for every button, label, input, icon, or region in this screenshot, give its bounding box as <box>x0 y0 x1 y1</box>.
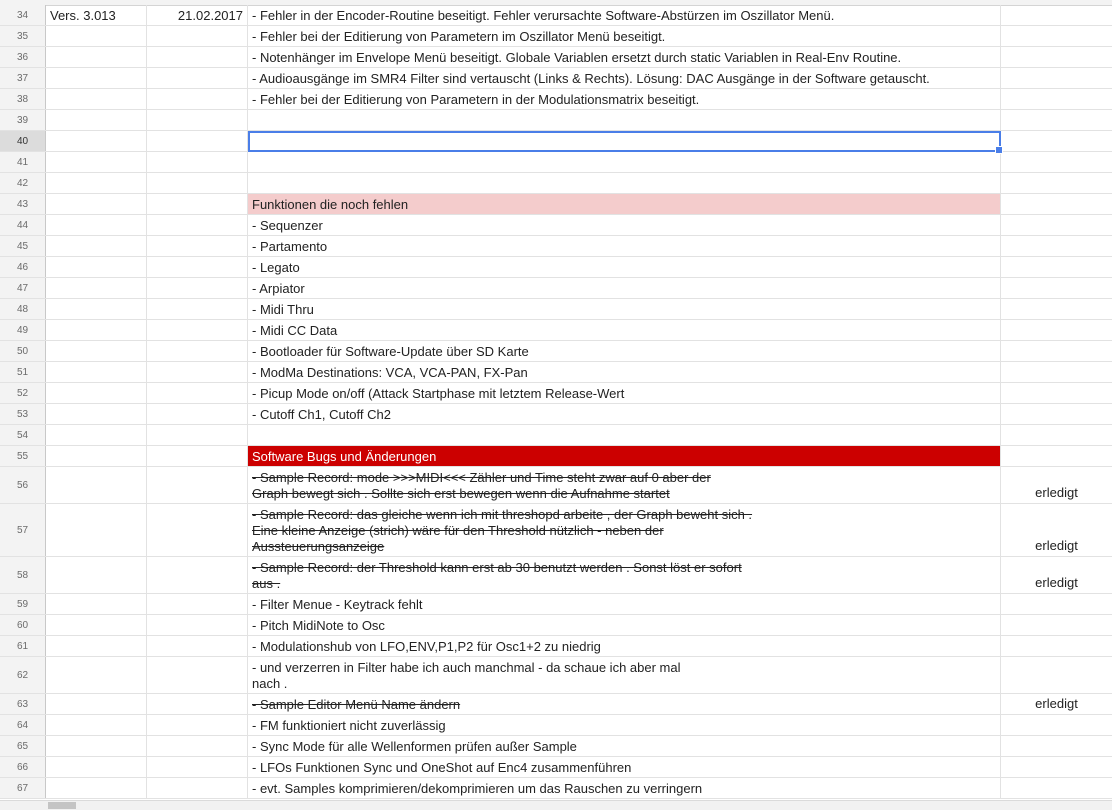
description-cell[interactable] <box>248 299 1001 319</box>
description-line: - Audioausgänge im SMR4 Filter sind vertauscht (Links & Rechts). Lösung: DAC Ausgänge in der Software getauscht. <box>252 71 930 86</box>
description-cell[interactable] <box>248 110 1001 130</box>
description-cell[interactable] <box>248 425 1001 445</box>
version-cell[interactable] <box>46 89 147 109</box>
row-number[interactable]: 64 <box>0 715 46 735</box>
status-cell[interactable] <box>1001 299 1112 319</box>
description-cell[interactable] <box>248 557 1001 593</box>
description-cell[interactable] <box>248 467 1001 503</box>
row-number[interactable]: 49 <box>0 320 46 340</box>
date-cell[interactable]: 21.02.2017 <box>147 5 248 25</box>
description-cell[interactable] <box>248 757 1001 777</box>
status-cell[interactable] <box>1001 594 1112 614</box>
row-number[interactable]: 45 <box>0 236 46 256</box>
date-cell[interactable] <box>147 89 248 109</box>
description-cell[interactable] <box>248 320 1001 340</box>
table-row <box>0 657 1112 694</box>
description-line: - Midi Thru <box>252 302 314 317</box>
row-number[interactable]: 56 <box>0 467 46 503</box>
status-cell[interactable] <box>1001 152 1112 172</box>
description-cell[interactable] <box>248 715 1001 735</box>
description-line: - ModMa Destinations: VCA, VCA-PAN, FX-Pan <box>252 365 528 380</box>
description-line: - Picup Mode on/off (Attack Startphase mit letztem Release-Wert <box>252 386 625 401</box>
version-cell[interactable] <box>46 467 147 503</box>
date-cell[interactable] <box>147 736 248 756</box>
description-line: Graph bewegt sich . Sollte sich erst bewegen wenn die Aufnahme startet <box>252 486 670 501</box>
status-label: erledigt <box>1035 538 1078 553</box>
row-number[interactable]: 55 <box>0 446 46 466</box>
status-cell[interactable] <box>1001 215 1112 235</box>
description-line: Software Bugs und Änderungen <box>252 449 437 464</box>
description-line: Eine kleine Anzeige (strich) wäre für den Threshold nützlich - neben der <box>252 523 664 538</box>
version-cell[interactable] <box>46 194 147 214</box>
status-cell[interactable] <box>1001 26 1112 46</box>
date-cell[interactable] <box>147 194 248 214</box>
date-cell[interactable] <box>147 173 248 193</box>
version-cell[interactable] <box>46 715 147 735</box>
version-cell[interactable] <box>46 131 147 151</box>
date-cell[interactable] <box>147 362 248 382</box>
table-row <box>0 110 1112 131</box>
description-line: - FM funktioniert nicht zuverlässig <box>252 718 446 733</box>
version-cell[interactable] <box>46 757 147 777</box>
table-row <box>0 194 1112 215</box>
table-row <box>0 446 1112 467</box>
description-cell[interactable] <box>248 173 1001 193</box>
date-cell[interactable] <box>147 341 248 361</box>
date-cell[interactable] <box>147 278 248 298</box>
table-row <box>0 736 1112 757</box>
description-cell[interactable] <box>248 636 1001 656</box>
description-line: - Fehler bei der Editierung von Parametern im Oszillator Menü beseitigt. <box>252 29 666 44</box>
description-cell[interactable] <box>248 215 1001 235</box>
description-cell[interactable] <box>248 89 1001 109</box>
version-cell[interactable] <box>46 425 147 445</box>
description-line: - Fehler bei der Editierung von Parametern in der Modulationsmatrix beseitigt. <box>252 92 700 107</box>
description-line: - Sample Editor Menü Name ändern <box>252 697 461 712</box>
description-line: aus . <box>252 576 281 591</box>
version-cell[interactable] <box>46 173 147 193</box>
row-number[interactable]: 51 <box>0 362 46 382</box>
status-cell[interactable] <box>1001 47 1112 67</box>
status-cell[interactable] <box>1001 68 1112 88</box>
status-cell[interactable] <box>1001 736 1112 756</box>
table-row <box>0 467 1112 504</box>
row-number[interactable]: 48 <box>0 299 46 319</box>
row-number[interactable]: 60 <box>0 615 46 635</box>
status-cell[interactable] <box>1001 757 1112 777</box>
description-cell[interactable] <box>248 615 1001 635</box>
table-row <box>0 89 1112 110</box>
table-row <box>0 694 1112 715</box>
date-cell[interactable] <box>147 47 248 67</box>
version-cell[interactable] <box>46 362 147 382</box>
row-number[interactable]: 50 <box>0 341 46 361</box>
version-cell[interactable] <box>46 615 147 635</box>
date-cell[interactable] <box>147 446 248 466</box>
date-cell[interactable] <box>147 636 248 656</box>
row-number[interactable]: 36 <box>0 47 46 67</box>
description-cell[interactable] <box>248 504 1001 556</box>
version-cell[interactable] <box>46 26 147 46</box>
table-row <box>0 594 1112 615</box>
row-number[interactable]: 47 <box>0 278 46 298</box>
status-cell[interactable] <box>1001 404 1112 424</box>
table-row <box>0 152 1112 173</box>
table-row <box>0 47 1112 68</box>
row-number[interactable]: 42 <box>0 173 46 193</box>
status-cell[interactable] <box>1001 778 1112 798</box>
description-line: - Sample Record: der Threshold kann erst ab 30 benutzt werden . Sonst löst er sofort <box>252 560 742 575</box>
date-cell[interactable] <box>147 615 248 635</box>
version-cell[interactable] <box>46 68 147 88</box>
description-cell[interactable] <box>248 5 1001 25</box>
status-cell[interactable] <box>1001 5 1112 25</box>
date-cell[interactable] <box>147 694 248 714</box>
table-row <box>0 26 1112 47</box>
status-cell[interactable] <box>1001 715 1112 735</box>
table-row <box>0 257 1112 278</box>
table-row <box>0 68 1112 89</box>
table-row <box>0 215 1112 236</box>
status-cell[interactable] <box>1001 131 1112 151</box>
status-cell[interactable] <box>1001 636 1112 656</box>
date-cell[interactable] <box>147 320 248 340</box>
row-number[interactable]: 57 <box>0 504 46 556</box>
description-cell[interactable] <box>248 194 1001 214</box>
table-row <box>0 5 1112 26</box>
description-cell[interactable] <box>248 131 1001 151</box>
description-cell[interactable] <box>248 152 1001 172</box>
description-line: Aussteuerungsanzeige <box>252 539 385 554</box>
status-cell[interactable] <box>1001 504 1112 556</box>
row-number[interactable]: 63 <box>0 694 46 714</box>
table-row <box>0 504 1112 557</box>
description-cell[interactable] <box>248 68 1001 88</box>
table-row <box>0 341 1112 362</box>
version-cell[interactable] <box>46 594 147 614</box>
table-row <box>0 299 1112 320</box>
table-row <box>0 362 1112 383</box>
version-cell[interactable] <box>46 257 147 277</box>
status-cell[interactable] <box>1001 194 1112 214</box>
version-cell[interactable] <box>46 504 147 556</box>
status-cell[interactable] <box>1001 362 1112 382</box>
description-line: - Sample Record: das gleiche wenn ich mit threshopd arbeite , der Graph beweht sich . <box>252 507 753 522</box>
version-cell[interactable] <box>46 320 147 340</box>
version-cell[interactable] <box>46 152 147 172</box>
version-cell[interactable] <box>46 110 147 130</box>
status-cell[interactable] <box>1001 383 1112 403</box>
status-cell[interactable] <box>1001 341 1112 361</box>
description-line: - Partamento <box>252 239 328 254</box>
date-cell[interactable] <box>147 715 248 735</box>
date-cell[interactable] <box>147 557 248 593</box>
version-cell[interactable] <box>46 694 147 714</box>
version-cell[interactable] <box>46 446 147 466</box>
description-cell[interactable] <box>248 383 1001 403</box>
description-line: - evt. Samples komprimieren/dekomprimieren um das Rauschen zu verringern <box>252 781 703 796</box>
description-cell[interactable] <box>248 404 1001 424</box>
row-number[interactable]: 44 <box>0 215 46 235</box>
table-row <box>0 236 1112 257</box>
description-line: nach . <box>252 676 288 691</box>
table-row <box>0 425 1112 446</box>
description-line: - LFOs Funktionen Sync und OneShot auf Enc4 zusammenführen <box>252 760 632 775</box>
table-row <box>0 636 1112 657</box>
description-line: - Filter Menue - Keytrack fehlt <box>252 597 423 612</box>
row-number[interactable]: 61 <box>0 636 46 656</box>
version-cell[interactable] <box>46 236 147 256</box>
description-cell[interactable] <box>248 657 1001 693</box>
table-row <box>0 173 1112 194</box>
version-cell[interactable]: Vers. 3.013 <box>46 5 147 25</box>
row-number[interactable]: 67 <box>0 778 46 798</box>
date-cell[interactable] <box>147 594 248 614</box>
row-number[interactable]: 58 <box>0 557 46 593</box>
row-number[interactable]: 38 <box>0 89 46 109</box>
table-row <box>0 131 1112 152</box>
description-cell[interactable] <box>248 278 1001 298</box>
status-cell[interactable] <box>1001 173 1112 193</box>
table-row <box>0 615 1112 636</box>
date-cell[interactable] <box>147 152 248 172</box>
row-number[interactable]: 40 <box>0 131 46 151</box>
status-cell[interactable] <box>1001 694 1112 714</box>
description-line: - Sync Mode für alle Wellenformen prüfen außer Sample <box>252 739 577 754</box>
version-cell[interactable] <box>46 383 147 403</box>
description-line: - Bootloader für Software-Update über SD Karte <box>252 344 529 359</box>
date-cell[interactable] <box>147 299 248 319</box>
description-cell[interactable] <box>248 694 1001 714</box>
description-line: - Fehler in der Encoder-Routine beseitigt. Fehler verursachte Software-Abstürzen im Oszillator Menü. <box>252 8 835 23</box>
description-line: - und verzerren in Filter habe ich auch manchmal - da schaue ich aber mal <box>252 660 681 675</box>
version-cell[interactable] <box>46 341 147 361</box>
date-cell[interactable] <box>147 425 248 445</box>
status-cell[interactable] <box>1001 557 1112 593</box>
date-cell[interactable] <box>147 467 248 503</box>
description-line: - Midi CC Data <box>252 323 338 338</box>
date-cell[interactable] <box>147 504 248 556</box>
row-number[interactable]: 39 <box>0 110 46 130</box>
table-row <box>0 404 1112 425</box>
row-number[interactable]: 34 <box>0 5 46 25</box>
status-cell[interactable] <box>1001 446 1112 466</box>
date-cell[interactable] <box>147 131 248 151</box>
version-cell[interactable] <box>46 404 147 424</box>
date-cell[interactable] <box>147 383 248 403</box>
description-cell[interactable] <box>248 257 1001 277</box>
description-cell[interactable] <box>248 47 1001 67</box>
row-number[interactable]: 53 <box>0 404 46 424</box>
description-line: Funktionen die noch fehlen <box>252 197 409 212</box>
description-cell[interactable] <box>248 26 1001 46</box>
status-cell[interactable] <box>1001 278 1112 298</box>
description-cell[interactable] <box>248 236 1001 256</box>
description-line: - Modulationshub von LFO,ENV,P1,P2 für Osc1+2 zu niedrig <box>252 639 601 654</box>
description-line: - Notenhänger im Envelope Menü beseitigt. Globale Variablen ersetzt durch static Variablen in Real-Env Routine. <box>252 50 902 65</box>
status-cell[interactable] <box>1001 257 1112 277</box>
status-label: erledigt <box>1035 696 1078 711</box>
status-cell[interactable] <box>1001 657 1112 693</box>
status-label: erledigt <box>1035 575 1078 590</box>
row-number[interactable]: 35 <box>0 26 46 46</box>
date-cell[interactable] <box>147 257 248 277</box>
date-cell[interactable] <box>147 110 248 130</box>
version-cell[interactable] <box>46 557 147 593</box>
version-cell[interactable] <box>46 636 147 656</box>
version-cell[interactable] <box>46 299 147 319</box>
description-line: - Pitch MidiNote to Osc <box>252 618 385 633</box>
row-number[interactable]: 41 <box>0 152 46 172</box>
status-cell[interactable] <box>1001 320 1112 340</box>
date-cell[interactable] <box>147 657 248 693</box>
date-cell[interactable] <box>147 778 248 798</box>
row-number[interactable]: 52 <box>0 383 46 403</box>
status-cell[interactable] <box>1001 89 1112 109</box>
table-row <box>0 383 1112 404</box>
date-cell[interactable] <box>147 68 248 88</box>
description-line: - Sample Record: mode >>>MIDI<<< Zähler und Time steht zwar auf 0 aber der <box>252 470 711 485</box>
row-number[interactable]: 37 <box>0 68 46 88</box>
row-number[interactable]: 59 <box>0 594 46 614</box>
scrollbar-thumb[interactable] <box>48 802 76 809</box>
row-number[interactable]: 66 <box>0 757 46 777</box>
date-cell[interactable] <box>147 757 248 777</box>
version-cell[interactable] <box>46 215 147 235</box>
description-cell[interactable] <box>248 446 1001 466</box>
description-line: - Legato <box>252 260 300 275</box>
description-line: - Cutoff Ch1, Cutoff Ch2 <box>252 407 391 422</box>
date-cell[interactable] <box>147 215 248 235</box>
status-cell[interactable] <box>1001 425 1112 445</box>
version-cell[interactable] <box>46 736 147 756</box>
version-cell[interactable] <box>46 278 147 298</box>
description-cell[interactable] <box>248 362 1001 382</box>
description-cell[interactable] <box>248 594 1001 614</box>
version-cell[interactable] <box>46 778 147 798</box>
row-number[interactable]: 62 <box>0 657 46 693</box>
table-row <box>0 778 1112 799</box>
date-cell[interactable] <box>147 236 248 256</box>
version-cell[interactable] <box>46 657 147 693</box>
row-number[interactable]: 54 <box>0 425 46 445</box>
row-number[interactable]: 65 <box>0 736 46 756</box>
row-number[interactable]: 46 <box>0 257 46 277</box>
table-row <box>0 557 1112 594</box>
table-row <box>0 757 1112 778</box>
table-row <box>0 715 1112 736</box>
description-cell[interactable] <box>248 736 1001 756</box>
row-number[interactable]: 43 <box>0 194 46 214</box>
date-cell[interactable] <box>147 26 248 46</box>
status-cell[interactable] <box>1001 110 1112 130</box>
table-row <box>0 320 1112 341</box>
description-line: - Sequenzer <box>252 218 323 233</box>
description-cell[interactable] <box>248 341 1001 361</box>
status-cell[interactable] <box>1001 236 1112 256</box>
table-row <box>0 278 1112 299</box>
description-cell[interactable] <box>248 778 1001 798</box>
description-line: - Arpiator <box>252 281 305 296</box>
version-cell[interactable] <box>46 47 147 67</box>
status-label: erledigt <box>1035 485 1078 500</box>
status-cell[interactable] <box>1001 615 1112 635</box>
date-cell[interactable] <box>147 404 248 424</box>
status-cell[interactable] <box>1001 467 1112 503</box>
